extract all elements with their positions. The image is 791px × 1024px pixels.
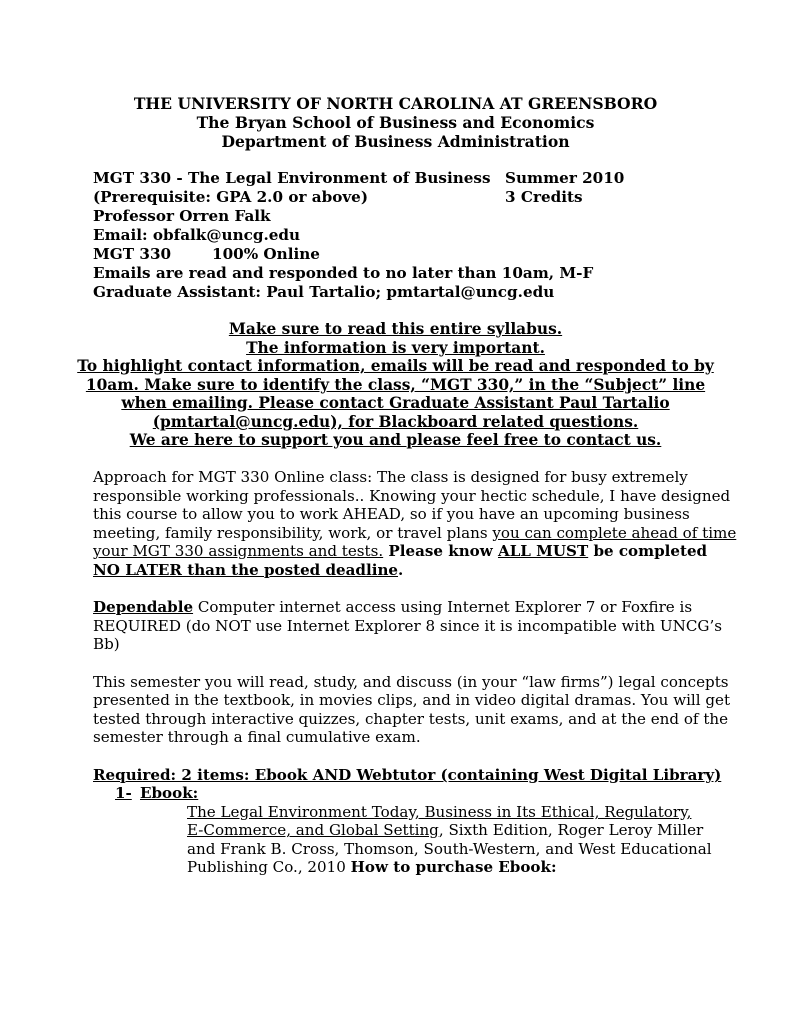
semester-line: tested through interactive quizzes, chapter tests, unit exams, and at the end of the	[93, 710, 729, 728]
requirement-line	[93, 598, 692, 617]
approach-line: this course to allow you to work AHEAD, so if you have an upcoming business	[93, 505, 690, 523]
approach-text: meeting, family responsibility, work, or travel plans	[93, 524, 493, 542]
course-term: Summer 2010	[505, 169, 625, 187]
department-name: Department of Business Administration	[221, 132, 570, 151]
notice-line: We are here to support you and please feel free to contact us.	[129, 431, 662, 449]
professor-email: Email: obfalk@uncg.edu	[93, 226, 301, 244]
approach-bold: be completed	[588, 542, 708, 560]
book-line	[187, 821, 703, 840]
purchase-ebook-heading: How to purchase Ebook:	[350, 858, 557, 876]
graduate-assistant: Graduate Assistant: Paul Tartalio; pmtartal@uncg.edu	[93, 283, 555, 301]
book-title-line: The Legal Environment Today, Business in Its Ethical, Regulatory,	[187, 803, 692, 821]
professor-name: Professor Orren Falk	[93, 207, 271, 225]
book-publisher: Publishing Co., 2010	[187, 858, 351, 876]
book-title-continued: E-Commerce, and Global Setting	[187, 821, 439, 839]
university-name: THE UNIVERSITY OF NORTH CAROLINA AT GREENSBORO	[133, 94, 658, 113]
semester-line: presented in the textbook, in movies clips, and in video digital dramas. You will get	[93, 691, 731, 709]
requirement-text: Computer internet access using Internet Explorer 7 or Foxfire is	[193, 598, 693, 616]
course-code: MGT 330	[93, 245, 172, 263]
semester-line: This semester you will read, study, and discuss (in your “law firms”) legal concepts	[93, 673, 729, 691]
notice-line: (pmtartal@uncg.edu), for Blackboard related questions.	[152, 413, 639, 431]
approach-line: Approach for MGT 330 Online class: The class is designed for busy extremely	[93, 468, 688, 486]
notice-line: when emailing. Please contact Graduate Assistant Paul Tartalio	[121, 394, 670, 412]
book-line: and Frank B. Cross, Thomson, South-Western, and West Educational	[187, 840, 712, 858]
approach-emphasis: your MGT 330 assignments and tests.	[93, 542, 384, 560]
material-item-label: Ebook:	[140, 784, 199, 802]
approach-bold: Please know	[383, 542, 498, 560]
course-format: 100% Online	[212, 245, 320, 263]
notice-line: The information is very important.	[246, 339, 545, 357]
approach-emphasis: you can complete ahead of time	[492, 524, 737, 542]
dependable-label: Dependable	[93, 598, 194, 616]
course-prerequisite: (Prerequisite: GPA 2.0 or above)	[93, 188, 369, 206]
requirement-line: REQUIRED (do NOT use Internet Explorer 8 since it is incompatible with UNCG’s	[93, 617, 723, 635]
notice-line: Make sure to read this entire syllabus.	[228, 320, 563, 338]
course-title: MGT 330 - The Legal Environment of Business	[93, 169, 491, 187]
school-name: The Bryan School of Business and Economics	[196, 113, 595, 132]
notice-line: To highlight contact information, emails will be read and responded to by	[77, 357, 714, 375]
approach-line	[93, 561, 403, 580]
course-credits: 3 Credits	[505, 188, 583, 206]
requirement-line: Bb)	[93, 635, 120, 653]
semester-line: semester through a final cumulative exam.	[93, 728, 421, 746]
notice-line: 10am. Make sure to identify the class, “MGT 330,” in the “Subject” line	[85, 376, 706, 394]
deadline-period: .	[398, 561, 404, 579]
approach-line: responsible working professionals.. Knowing your hectic schedule, I have designed	[93, 487, 731, 505]
approach-bold-emphasis: ALL MUST	[497, 542, 589, 560]
approach-line	[93, 542, 707, 561]
approach-line	[93, 524, 736, 543]
materials-heading: Required: 2 items: Ebook AND Webtutor (containing West Digital Library)	[93, 766, 722, 784]
deadline-emphasis: NO LATER than the posted deadline	[93, 561, 399, 579]
book-details: , Sixth Edition, Roger Leroy Miller	[438, 821, 704, 839]
email-policy: Emails are read and responded to no later than 10am, M-F	[93, 264, 594, 282]
book-line	[187, 858, 557, 877]
material-item-number: 1-	[115, 784, 132, 802]
